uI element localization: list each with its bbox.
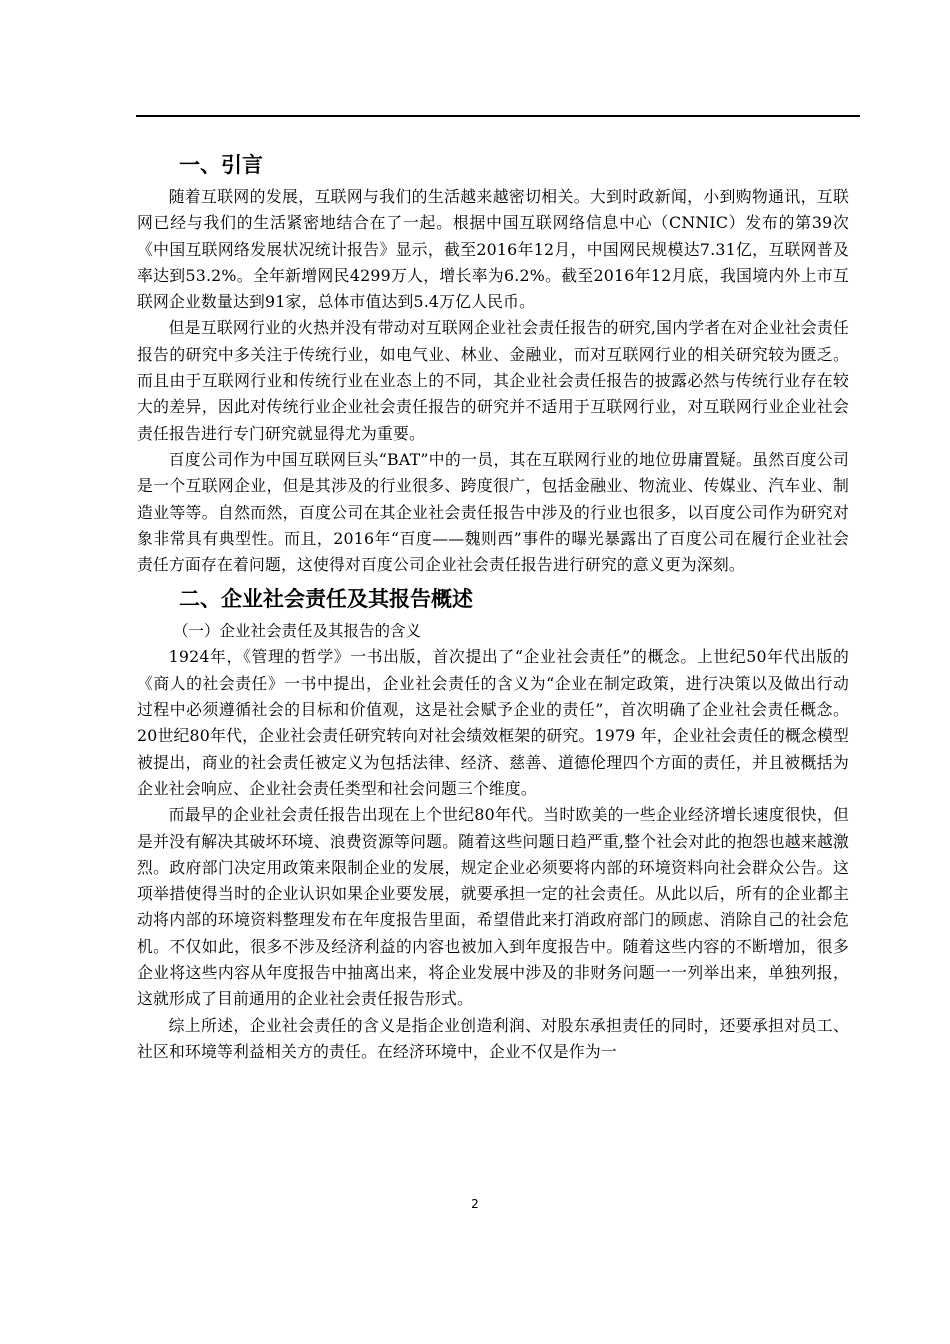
paragraph: 而最早的企业社会责任报告出现在上个世纪80年代。当时欧美的一些企业经济增长速度很快，但是并没有解决其破坏环境、浪费资源等问题。随着这些问题日趋严重,整个社会对此的抱怨也越来越激烈。政府部门决定用政策来限制企业的发展，规定企业必须要将内部的环境资料向社会群众公告。这项举措使得当时的企业认识如果企业要发展，就要承担一定的社会责任。从此以后，所有的企业都主动将内部的环境资料整理发布在年度报告里面，希望借此来打消政府部门的顾虑、消除自己的社会危机。不仅如此，很多不涉及经济利益的内容也被加入到年度报告中。随着这些内容的不断增加，很多企业将这些内容从年度报告中抽离出来，将企业发展中涉及的非财务问题一一列举出来，单独列报，这就形成了目前通用的企业社会责任报告形式。 [137,805,849,1009]
page-number: 2 [471,1197,479,1211]
header-rule [136,115,860,117]
section-heading-csr-overview: 二、企业社会责任及其报告概述 [179,587,473,612]
paragraph: 1924年，《管理的哲学》一书出版，首次提出了“企业社会责任”的概念。上世纪50年代出版的《商人的社会责任》一书中提出，企业社会责任的含义为“企业在制定政策，进行决策以及做出行动过程中必须遵循社会的目标和价值观，这是社会赋予企业的责任”，首次明确了企业社会责任概念。20世纪80年代，企业社会责任研究转向对社会绩效框架的研究。1979 年，企业社会责任的概念模型被提出，商业的社会责任被定义为包括法律、经济、慈善、道德伦理四个方面的责任，并且被概括为企业社会响应、企业社会责任类型和社会问题三个维度。 [137,647,849,798]
paragraph: 但是互联网行业的火热并没有带动对互联网企业社会责任报告的研究,国内学者在对企业社会责任报告的研究中多关注于传统行业，如电气业、林业、金融业，而对互联网行业的相关研究较为匮乏。而且由于互联网行业和传统行业在业态上的不同，其企业社会责任报告的披露必然与传统行业存在较大的差异，因此对传统行业企业社会责任报告的研究并不适用于互联网行业，对互联网行业企业社会责任报告进行专门研究就显得尤为重要。 [137,318,849,443]
paragraph: 百度公司作为中国互联网巨头“BAT”中的一员，其在互联网行业的地位毋庸置疑。虽然百度公司是一个互联网企业，但是其涉及的行业很多、跨度很广，包括金融业、物流业、传媒业、汽车业、制造业等等。自然而然，百度公司在其企业社会责任报告中涉及的行业也很多，以百度公司作为研究对象非常具有典型性。而且，2016年“百度——魏则西”事件的曝光暴露出了百度公司在履行企业社会责任方面存在着问题，这使得对百度公司企业社会责任报告进行研究的意义更为深刻。 [137,449,849,575]
paragraph: 综上所述，企业社会责任的含义是指企业创造利润、对股东承担责任的同时，还要承担对员工、社区和环境等利益相关方的责任。在经济环境中，企业不仅是作为一 [137,1015,849,1061]
paragraph: 随着互联网的发展，互联网与我们的生活越来越密切相关。大到时政新闻，小到购物通讯，互联网已经与我们的生活紧密地结合在了一起。根据中国互联网络信息中心（CNNIC）发布的第39次《中国互联网络发展状况统计报告》显示，截至2016年12月，中国网民规模达7.31亿，互联网普及率达到53.2%。全年新增网民4299万人，增长率为6.2%。截至2016年12月底，我国境内外上市互联网企业数量达到91家，总体市值达到5.4万亿人民币。 [137,187,849,312]
section-heading-introduction: 一、引言 [179,153,263,177]
subsection-heading-csr-meaning: （一）企业社会责任及其报告的含义 [173,622,422,641]
page-body [137,150,849,1065]
